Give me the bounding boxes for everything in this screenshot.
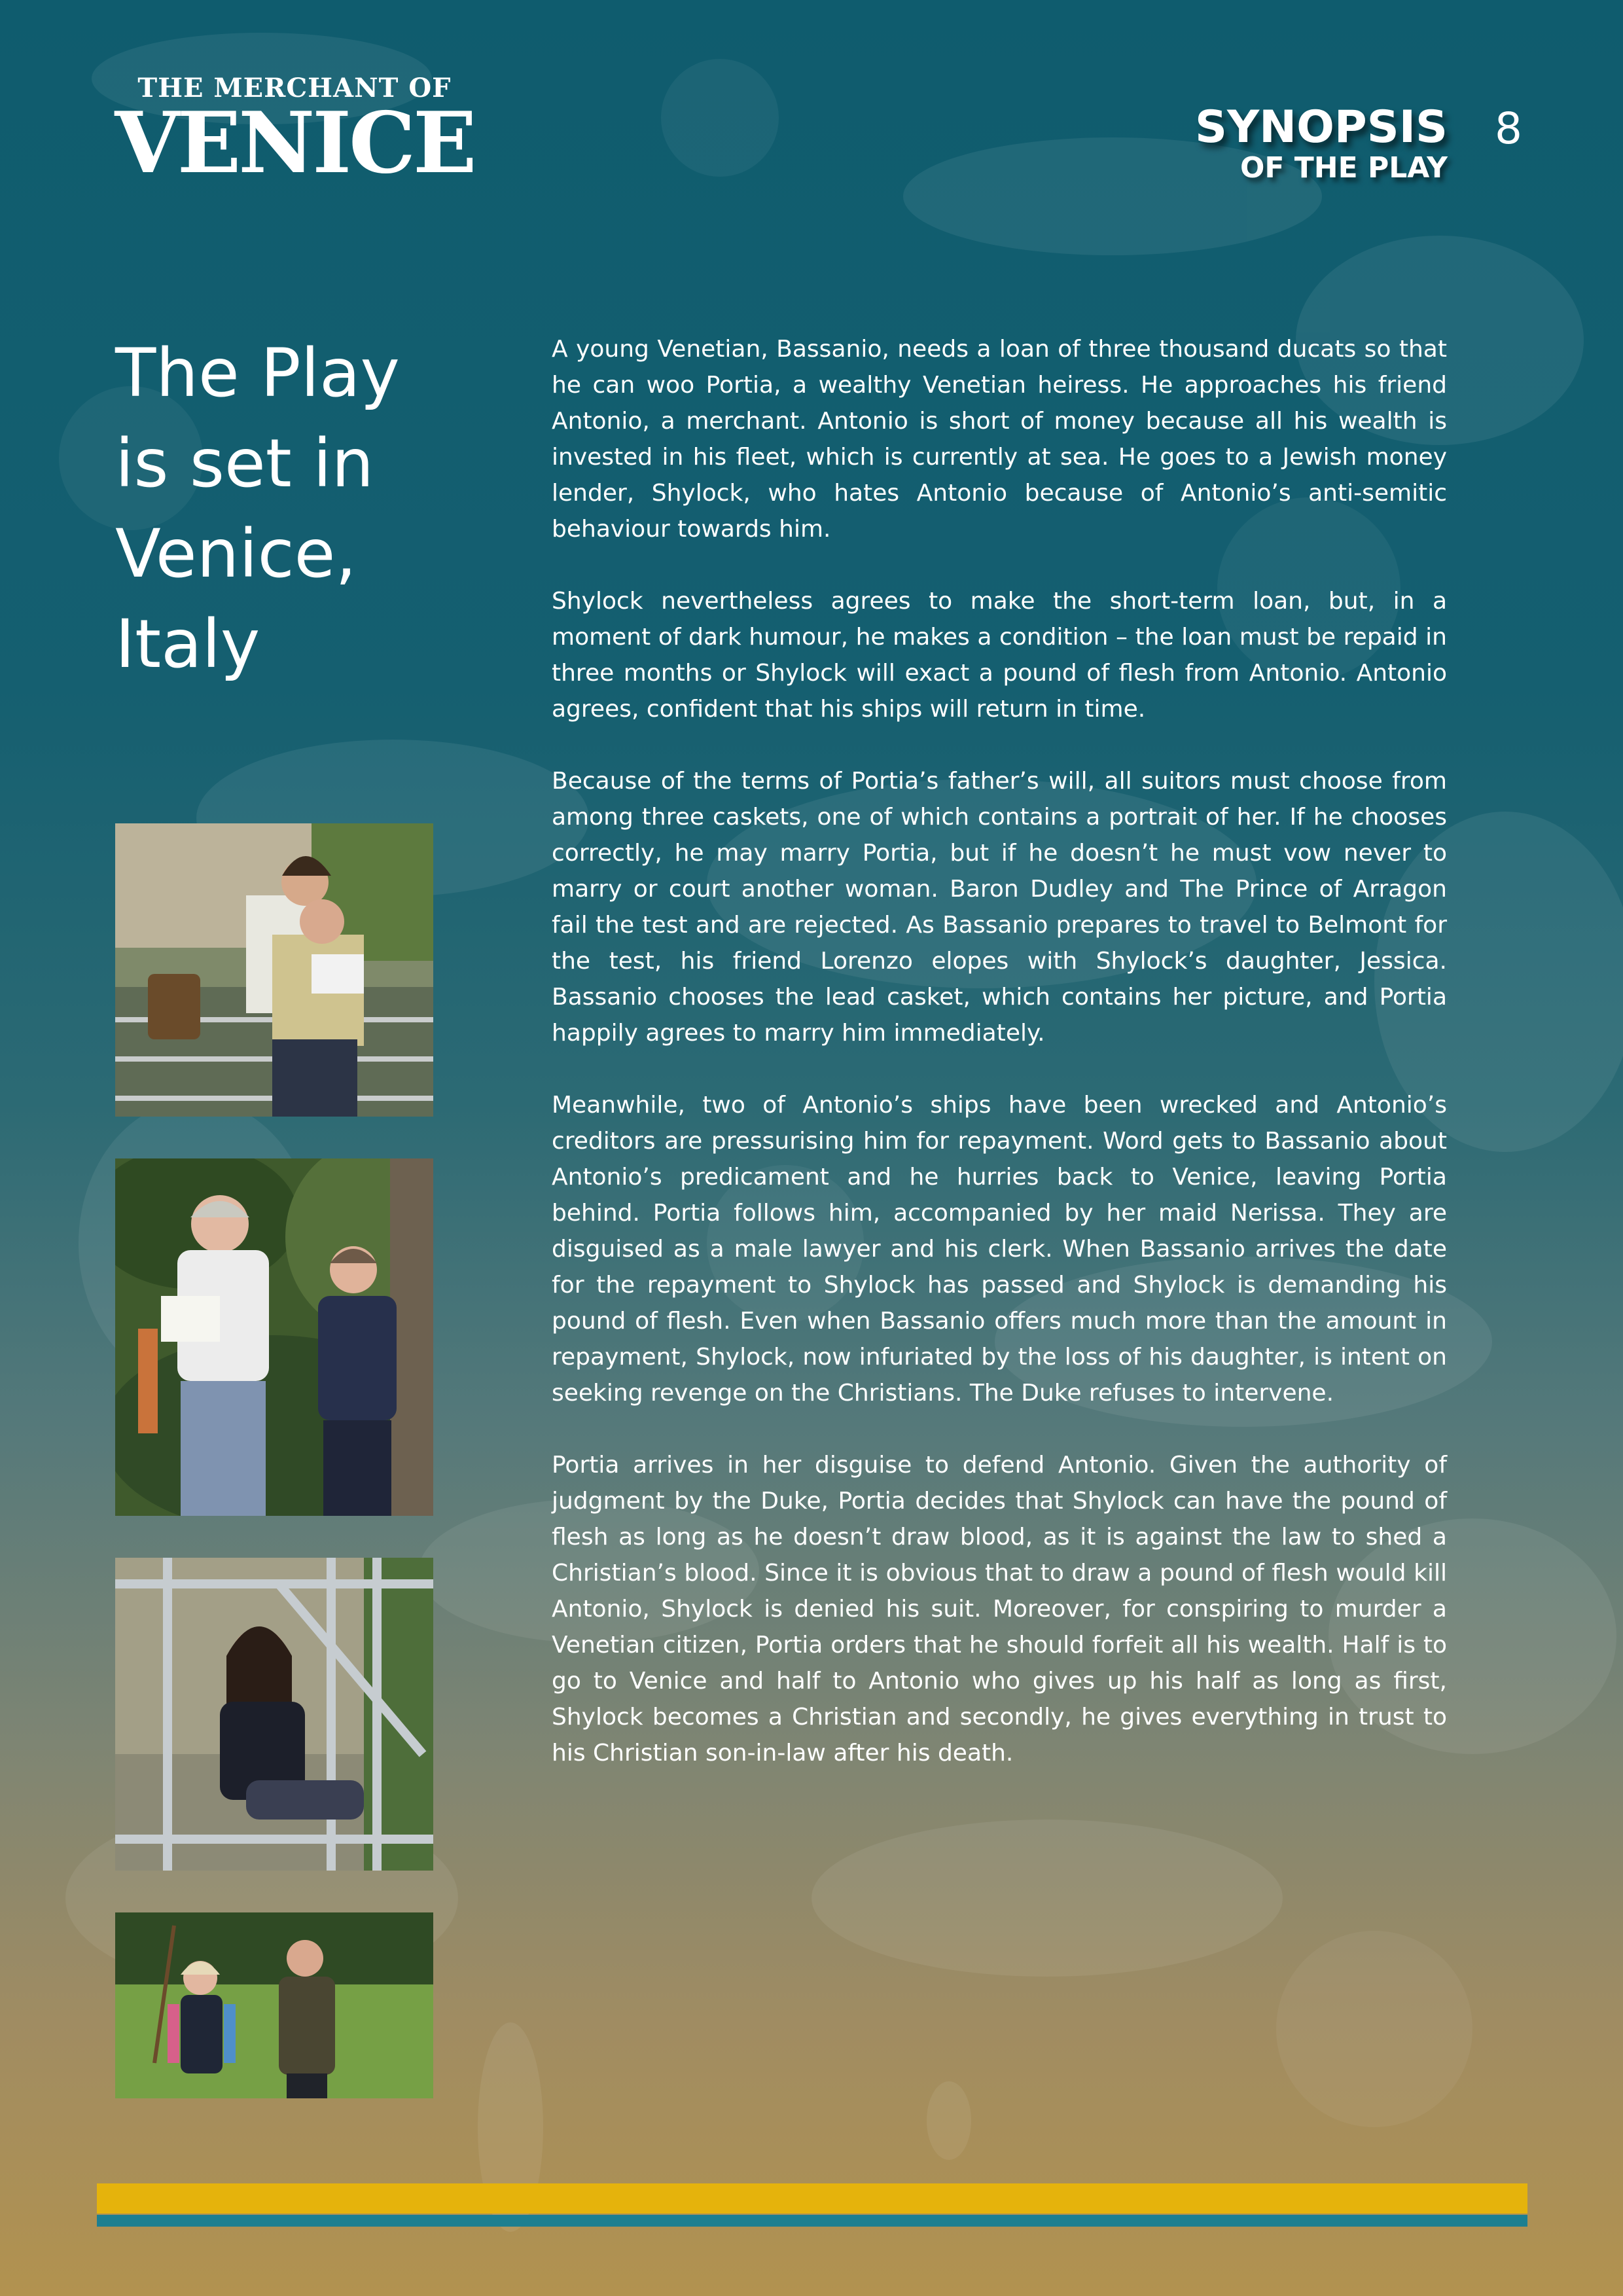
- rehearsal-photo-lawn: [115, 1912, 433, 2098]
- synopsis-paragraph-5: Portia arrives in her disguise to defend Antonio. Given the authority of judgment by the Duke, Portia decides that Shylock can have the pound of flesh as long as he doesn’t draw blood, as it is against the law to shed a Christian’s blood. Since it is obvious that to draw a pound of flesh would kill Antonio, Shylock is denied his suit. Moreover, for conspiring to murder a Venetian citizen, Portia orders that he should forfeit all his wealth. Half is to go to Venice and half to Antonio who gives up his half as long as first, Shylock becomes a Christian and secondly, he gives everything in trust to his Christian son-in-law after his death.: [552, 1452, 1447, 1767]
- rehearsal-photo-casket: [115, 823, 433, 1117]
- logo-line-1: THE MERCHANT OF: [137, 73, 452, 103]
- synopsis-text: [552, 331, 1447, 1771]
- page-number: 8: [1495, 103, 1522, 154]
- footer-bar-gold: [97, 2183, 1527, 2214]
- footer-bar-teal: [97, 2215, 1527, 2227]
- section-title: SYNOPSIS: [1194, 101, 1448, 153]
- rehearsal-photo-garden: [115, 1158, 433, 1516]
- setting-title-line-3: Venice,: [115, 515, 357, 593]
- setting-title-line-1: The Play: [115, 334, 400, 412]
- rehearsal-photo-scaffold: [115, 1558, 433, 1871]
- setting-title-line-4: Italy: [115, 605, 260, 683]
- section-header: [1195, 103, 1448, 185]
- play-logo: [92, 72, 497, 203]
- synopsis-paragraph-3: Because of the terms of Portia’s father’s will, all suitors must choose from among three caskets, one of which contains a portrait of her. If he chooses correctly, he may marry Portia, but if he doesn’t he must vow never to marry or court another woman. Baron Dudley and The Prince of Arragon fail the test and are rejected. As Bassanio prepares to travel to Belmont for the test, his friend Lorenzo elopes with Shylock’s daughter, Jessica. Bassanio chooses the lead casket, which contains her picture, and Portia happily agrees to marry him immediately.: [552, 768, 1447, 1047]
- synopsis-paragraph-2: Shylock nevertheless agrees to make the short-term loan, but, in a moment of dark humour, he makes a condition – the loan must be repaid in three months or Shylock will exact a pound of flesh from Antonio. Antonio agrees, confident that his ships will return in time.: [552, 588, 1447, 723]
- synopsis-paragraph-4: Meanwhile, two of Antonio’s ships have been wrecked and Antonio’s creditors are pressurising him for repayment. Word gets to Bassanio about Antonio’s predicament and he hurries back to Venice, leaving Portia behind. Portia follows him, accompanied by her maid Nerissa. They are disguised as a male lawyer and his clerk. When Bassanio arrives the date for the repayment to Shylock has passed and Shylock is demanding his pound of flesh. Even when Bassanio offers much more than the amount in repayment, Shylock, now infuriated by the loss of his daughter, is intent on seeking revenge on the Christians. The Duke refuses to intervene.: [552, 1092, 1447, 1407]
- synopsis-paragraph-1: A young Venetian, Bassanio, needs a loan of three thousand ducats so that he can woo Portia, a wealthy Venetian heiress. He approaches his friend Antonio, a merchant. Antonio is short of money because all his wealth is invested in his fleet, which is currently at sea. He goes to a Jewish money lender, Shylock, who hates Antonio because of Antonio’s anti-semitic behaviour towards him.: [552, 336, 1447, 543]
- logo-line-2: VENICE: [115, 94, 474, 192]
- setting-title: [115, 329, 482, 690]
- setting-title-line-2: is set in: [115, 425, 374, 503]
- section-subtitle: OF THE PLAY: [1240, 151, 1448, 185]
